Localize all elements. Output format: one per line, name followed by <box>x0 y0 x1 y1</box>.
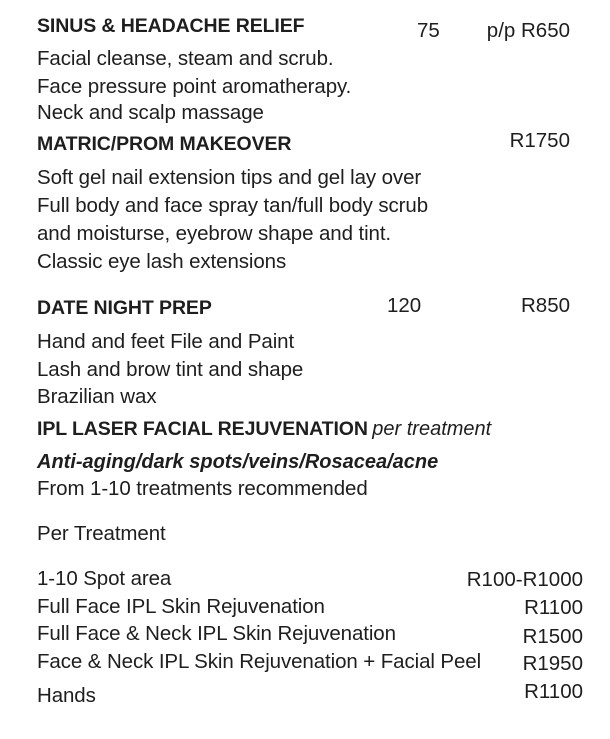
ipl-item-name: Hands <box>37 684 96 707</box>
sinus-duration: 75 <box>417 19 440 42</box>
date-night-line-1: Hand and feet File and Paint <box>37 330 295 353</box>
per-treatment-label: Per Treatment <box>37 522 166 545</box>
ipl-note: From 1-10 treatments recommended <box>37 477 368 500</box>
date-night-line-2: Lash and brow tint and shape <box>37 358 304 381</box>
matric-line-2: Full body and face spray tan/full body scrub <box>37 194 429 217</box>
sinus-title: SINUS & HEADACHE RELIEF <box>37 15 305 37</box>
matric-line-4: Classic eye lash extensions <box>37 250 287 273</box>
date-night-line-3: Brazilian wax <box>37 385 157 408</box>
sinus-line-1: Facial cleanse, steam and scrub. <box>37 47 334 70</box>
sinus-line-3: Neck and scalp massage <box>37 101 264 124</box>
ipl-item-price: R100-R1000 <box>466 568 583 591</box>
matric-title: MATRIC/PROM MAKEOVER <box>37 133 292 155</box>
ipl-title: IPL LASER FACIAL REJUVENATION <box>37 418 368 440</box>
date-night-duration: 120 <box>387 294 422 317</box>
ipl-item-name: 1-10 Spot area <box>37 567 172 590</box>
date-night-title: DATE NIGHT PREP <box>37 297 212 319</box>
ipl-item-price: R1950 <box>522 652 583 675</box>
ipl-item-name: Full Face IPL Skin Rejuvenation <box>37 595 325 618</box>
sinus-line-2: Face pressure point aromatherapy. <box>37 75 352 98</box>
matric-line-1: Soft gel nail extension tips and gel lay over <box>37 166 422 189</box>
ipl-subtitle: Anti-aging/dark spots/veins/Rosacea/acne <box>37 451 439 473</box>
ipl-item-price: R1100 <box>524 596 583 619</box>
ipl-item-price: R1500 <box>522 625 583 648</box>
matric-line-3: and moisturse, eyebrow shape and tint. <box>37 222 392 245</box>
ipl-item-name: Full Face & Neck IPL Skin Rejuvenation <box>37 622 396 645</box>
ipl-title-row <box>37 419 491 440</box>
sinus-price: p/p R650 <box>486 19 570 42</box>
matric-price: R1750 <box>509 129 570 152</box>
ipl-title-suffix: per treatment <box>372 418 492 440</box>
ipl-item-name: Face & Neck IPL Skin Rejuvenation + Facial Peel <box>37 650 482 673</box>
ipl-item-price: R1100 <box>524 680 583 703</box>
date-night-price: R850 <box>520 294 570 317</box>
